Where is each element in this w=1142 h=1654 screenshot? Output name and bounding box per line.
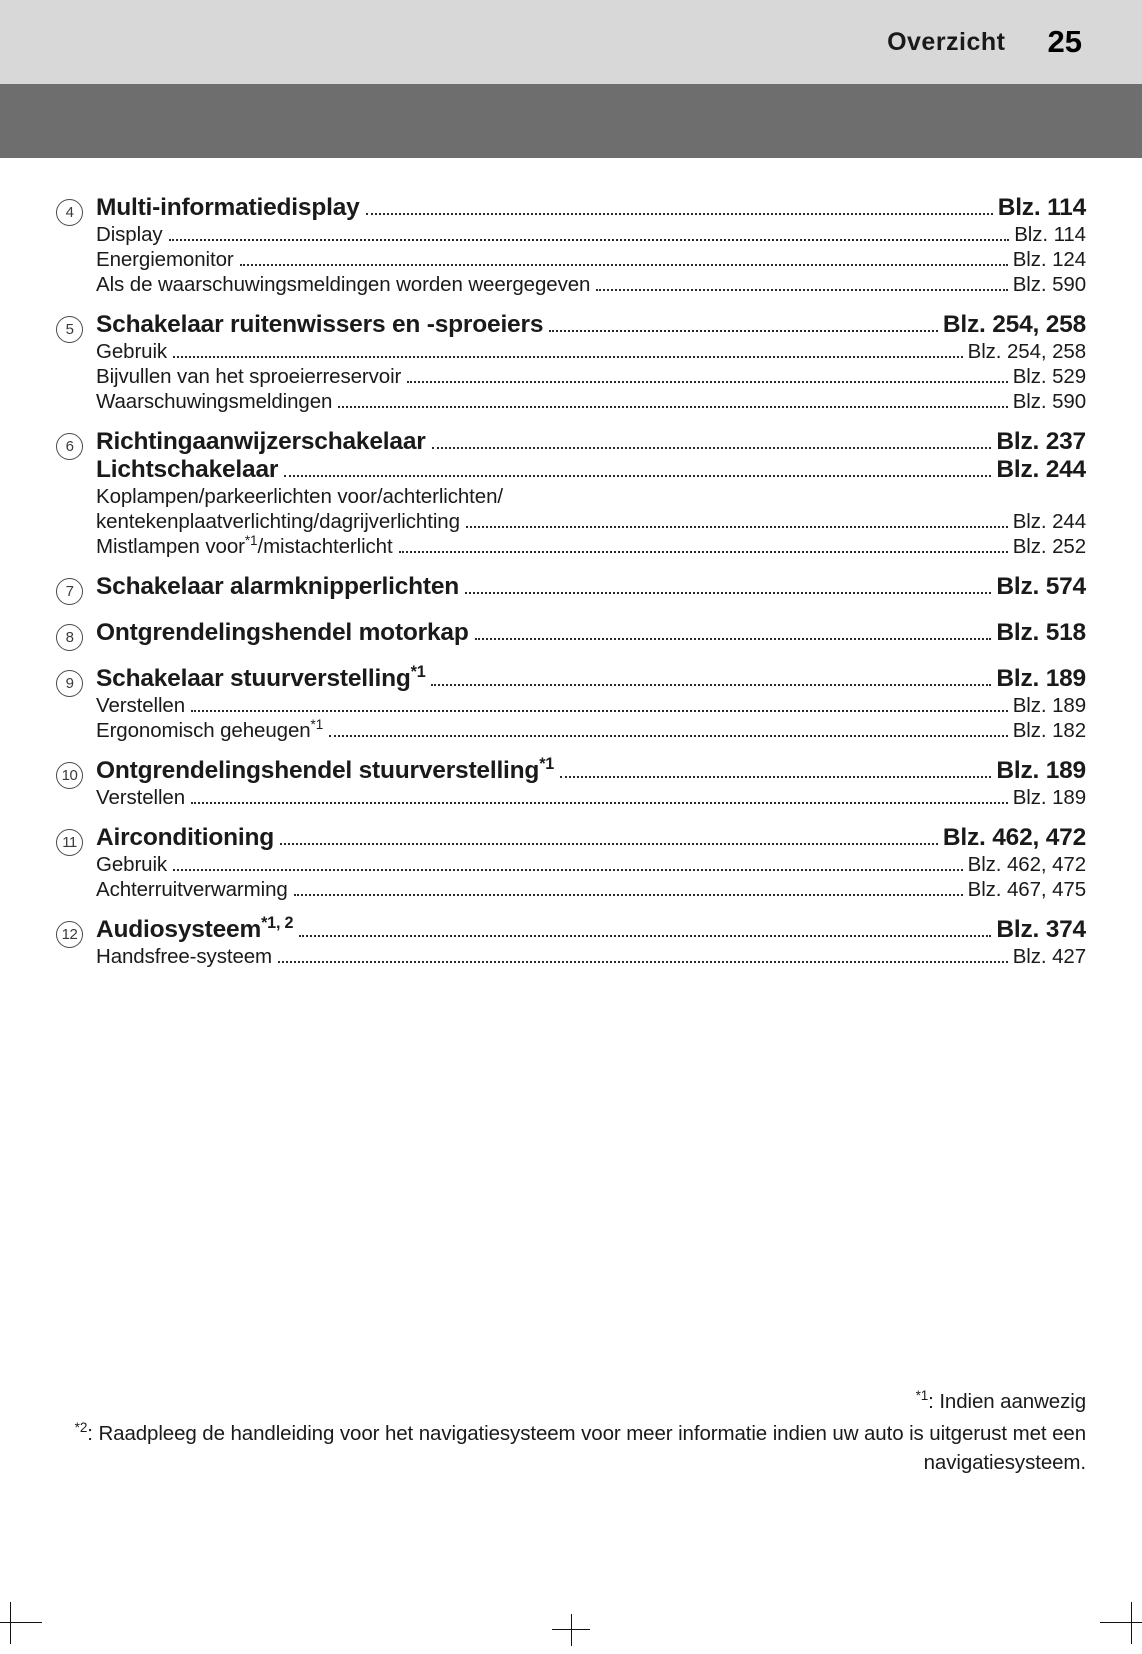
- sub-page-ref: Blz. 114: [1014, 223, 1086, 246]
- entry-body: [96, 311, 1086, 414]
- entry-number-badge: 8: [56, 624, 83, 651]
- leader-dots: [596, 289, 1007, 291]
- footnotes: [56, 1387, 1086, 1478]
- toc-entry: [56, 573, 1086, 605]
- toc-entry: [56, 824, 1086, 902]
- sub-page-ref: Blz. 182: [1012, 719, 1086, 742]
- sub-page-ref: Blz. 529: [1012, 365, 1086, 388]
- entry-sub-row[interactable]: [96, 719, 1086, 743]
- leader-dots: [173, 356, 963, 358]
- entry-number-badge: 7: [56, 578, 83, 605]
- entry-body: [96, 194, 1086, 297]
- leader-dots: [191, 710, 1008, 712]
- entry-body: [96, 662, 1086, 743]
- entry-page-ref: Blz. 462, 472: [942, 824, 1086, 851]
- header-section-title: Overzicht: [887, 27, 1006, 56]
- crop-mark-right-horizontal: [1100, 1622, 1142, 1623]
- leader-dots: [560, 776, 991, 778]
- leader-dots: [278, 961, 1008, 963]
- entry-wrapped-text: Koplampen/parkeerlichten voor/achterlichten/: [96, 485, 503, 508]
- entry-title: Schakelaar ruitenwissers en -sproeiers: [96, 311, 544, 338]
- entry-sub-row[interactable]: [96, 390, 1086, 414]
- sub-page-ref: Blz. 189: [1012, 694, 1086, 717]
- entry-body: [96, 573, 1086, 601]
- sub-page-ref: Blz. 244: [1012, 510, 1086, 533]
- sub-page-ref: Blz. 590: [1012, 273, 1086, 296]
- crop-mark-center-vertical: [571, 1614, 572, 1646]
- entry-page-ref: Blz. 244: [996, 456, 1086, 483]
- leader-dots: [475, 638, 992, 640]
- entry-page-ref: Blz. 237: [996, 428, 1086, 455]
- entry-body: [96, 824, 1086, 902]
- sub-title: Energiemonitor: [96, 248, 234, 271]
- toc-entry: [56, 194, 1086, 297]
- sub-title: Achterruitverwarming: [96, 878, 288, 901]
- sub-title: Verstellen: [96, 786, 186, 809]
- sub-page-ref: Blz. 252: [1012, 535, 1086, 558]
- entry-title: Airconditioning: [96, 824, 274, 851]
- leader-dots: [240, 264, 1008, 266]
- sub-title: Waarschuwingsmeldingen: [96, 390, 333, 413]
- sub-page-ref: Blz. 124: [1012, 248, 1086, 271]
- crop-mark-right-vertical: [1131, 1602, 1132, 1644]
- entry-main-row[interactable]: [96, 194, 1086, 222]
- page-number: 25: [1047, 24, 1082, 59]
- entry-title: Schakelaar alarmknipperlichten: [96, 573, 460, 600]
- leader-dots: [549, 330, 938, 332]
- entry-sub-row[interactable]: [96, 510, 1086, 534]
- entry-title: Lichtschakelaar: [96, 456, 279, 483]
- entry-page-ref: Blz. 518: [996, 619, 1086, 646]
- entry-sub-row[interactable]: [96, 248, 1086, 272]
- entry-title: Schakelaar stuurverstelling$^{*1}$: [96, 662, 426, 692]
- leader-dots: [465, 592, 991, 594]
- page-header: [0, 0, 1142, 84]
- entry-page-ref: Blz. 254, 258: [942, 311, 1086, 338]
- entry-main-row[interactable]: [96, 573, 1086, 601]
- leader-dots: [366, 213, 993, 215]
- sub-page-ref: Blz. 254, 258: [967, 340, 1086, 363]
- footnote-1: $^{*1}$: Indien aanwezig: [915, 1388, 1086, 1413]
- sub-title: Mistlampen voor$^{*1}$/mistachterlicht: [96, 533, 393, 558]
- sub-title: Ergonomisch geheugen$^{*1}$: [96, 717, 324, 742]
- entry-main-row[interactable]: [96, 824, 1086, 852]
- sub-page-ref: Blz. 427: [1012, 945, 1086, 968]
- sub-title: Als de waarschuwingsmeldingen worden weergegeven: [96, 273, 591, 296]
- leader-dots: [284, 475, 991, 477]
- toc-list: [0, 158, 1142, 969]
- leader-dots: [399, 551, 1008, 553]
- leader-dots: [294, 894, 963, 896]
- sub-title: kentekenplaatverlichting/dagrijverlichting: [96, 510, 460, 533]
- sub-page-ref: Blz. 189: [1012, 786, 1086, 809]
- entry-sub-row[interactable]: [96, 786, 1086, 810]
- toc-entry: [56, 619, 1086, 651]
- entry-main-row[interactable]: [96, 619, 1086, 647]
- entry-main-row[interactable]: [96, 913, 1086, 944]
- leader-dots: [191, 802, 1008, 804]
- sub-page-ref: Blz. 462, 472: [967, 853, 1086, 876]
- entry-main-row-secondary[interactable]: [96, 456, 1086, 484]
- leader-dots: [338, 406, 1007, 408]
- toc-entry: [56, 428, 1086, 559]
- entry-number-badge: 4: [56, 199, 83, 226]
- entry-number-badge: 12: [56, 921, 83, 948]
- sub-title: Bijvullen van het sproeierreservoir: [96, 365, 402, 388]
- entry-sub-row[interactable]: [96, 535, 1086, 559]
- entry-sub-row[interactable]: [96, 694, 1086, 718]
- header-gray-band: [0, 84, 1142, 158]
- entry-body: [96, 913, 1086, 969]
- entry-page-ref: Blz. 374: [996, 916, 1086, 943]
- entry-page-ref: Blz. 189: [996, 665, 1086, 692]
- toc-entry: [56, 754, 1086, 810]
- entry-main-row[interactable]: [96, 662, 1086, 693]
- entry-number-badge: 11: [56, 829, 83, 856]
- crop-mark-left-vertical: [10, 1602, 11, 1644]
- leader-dots: [407, 381, 1007, 383]
- toc-entry: [56, 662, 1086, 743]
- toc-entry: [56, 311, 1086, 414]
- entry-title: Ontgrendelingshendel motorkap: [96, 619, 469, 646]
- entry-main-row[interactable]: [96, 428, 1086, 456]
- entry-sub-row[interactable]: [96, 878, 1086, 902]
- entry-title: Richtingaanwijzerschakelaar: [96, 428, 426, 455]
- entry-title: Audiosysteem$^{*1, 2}$: [96, 913, 294, 943]
- sub-page-ref: Blz. 467, 475: [967, 878, 1086, 901]
- entry-body: [96, 428, 1086, 559]
- sub-page-ref: Blz. 590: [1012, 390, 1086, 413]
- sub-title: Gebruik: [96, 853, 168, 876]
- leader-dots: [169, 239, 1010, 241]
- entry-page-ref: Blz. 574: [996, 573, 1086, 600]
- entry-title: Multi-informatiedisplay: [96, 194, 360, 221]
- footnote-2: $^{*2}$: Raadpleeg de handleiding voor het navigatiesysteem voor meer informatie indien uw auto is uitgerust met een navigatiesysteem.: [74, 1419, 1086, 1475]
- leader-dots: [329, 735, 1008, 737]
- entry-main-row[interactable]: [96, 311, 1086, 339]
- leader-dots: [431, 684, 991, 686]
- sub-title: Verstellen: [96, 694, 186, 717]
- leader-dots: [173, 869, 963, 871]
- sub-title: Handsfree-systeem: [96, 945, 273, 968]
- leader-dots: [466, 526, 1008, 528]
- leader-dots: [299, 935, 991, 937]
- entry-sub-row[interactable]: [96, 340, 1086, 364]
- crop-mark-center-horizontal: [552, 1629, 590, 1630]
- toc-entry: [56, 913, 1086, 969]
- entry-body: [96, 619, 1086, 647]
- entry-number-badge: 6: [56, 433, 83, 460]
- entry-number-badge: 9: [56, 670, 83, 697]
- entry-sub-row[interactable]: [96, 365, 1086, 389]
- sub-title: Gebruik: [96, 340, 168, 363]
- entry-title: Ontgrendelingshendel stuurverstelling$^{*1}$: [96, 754, 555, 784]
- entry-body: [96, 754, 1086, 810]
- entry-sub-row[interactable]: [96, 945, 1086, 969]
- leader-dots: [280, 843, 938, 845]
- entry-sub-row[interactable]: [96, 273, 1086, 297]
- leader-dots: [432, 447, 992, 449]
- entry-sub-row[interactable]: [96, 223, 1086, 247]
- entry-sub-row[interactable]: [96, 853, 1086, 877]
- entry-page-ref: Blz. 114: [997, 194, 1086, 221]
- sub-title: Display: [96, 223, 163, 246]
- entry-number-badge: 5: [56, 316, 83, 343]
- entry-main-row[interactable]: [96, 754, 1086, 785]
- crop-mark-left-horizontal: [0, 1622, 42, 1623]
- entry-page-ref: Blz. 189: [996, 757, 1086, 784]
- entry-number-badge: 10: [56, 762, 83, 789]
